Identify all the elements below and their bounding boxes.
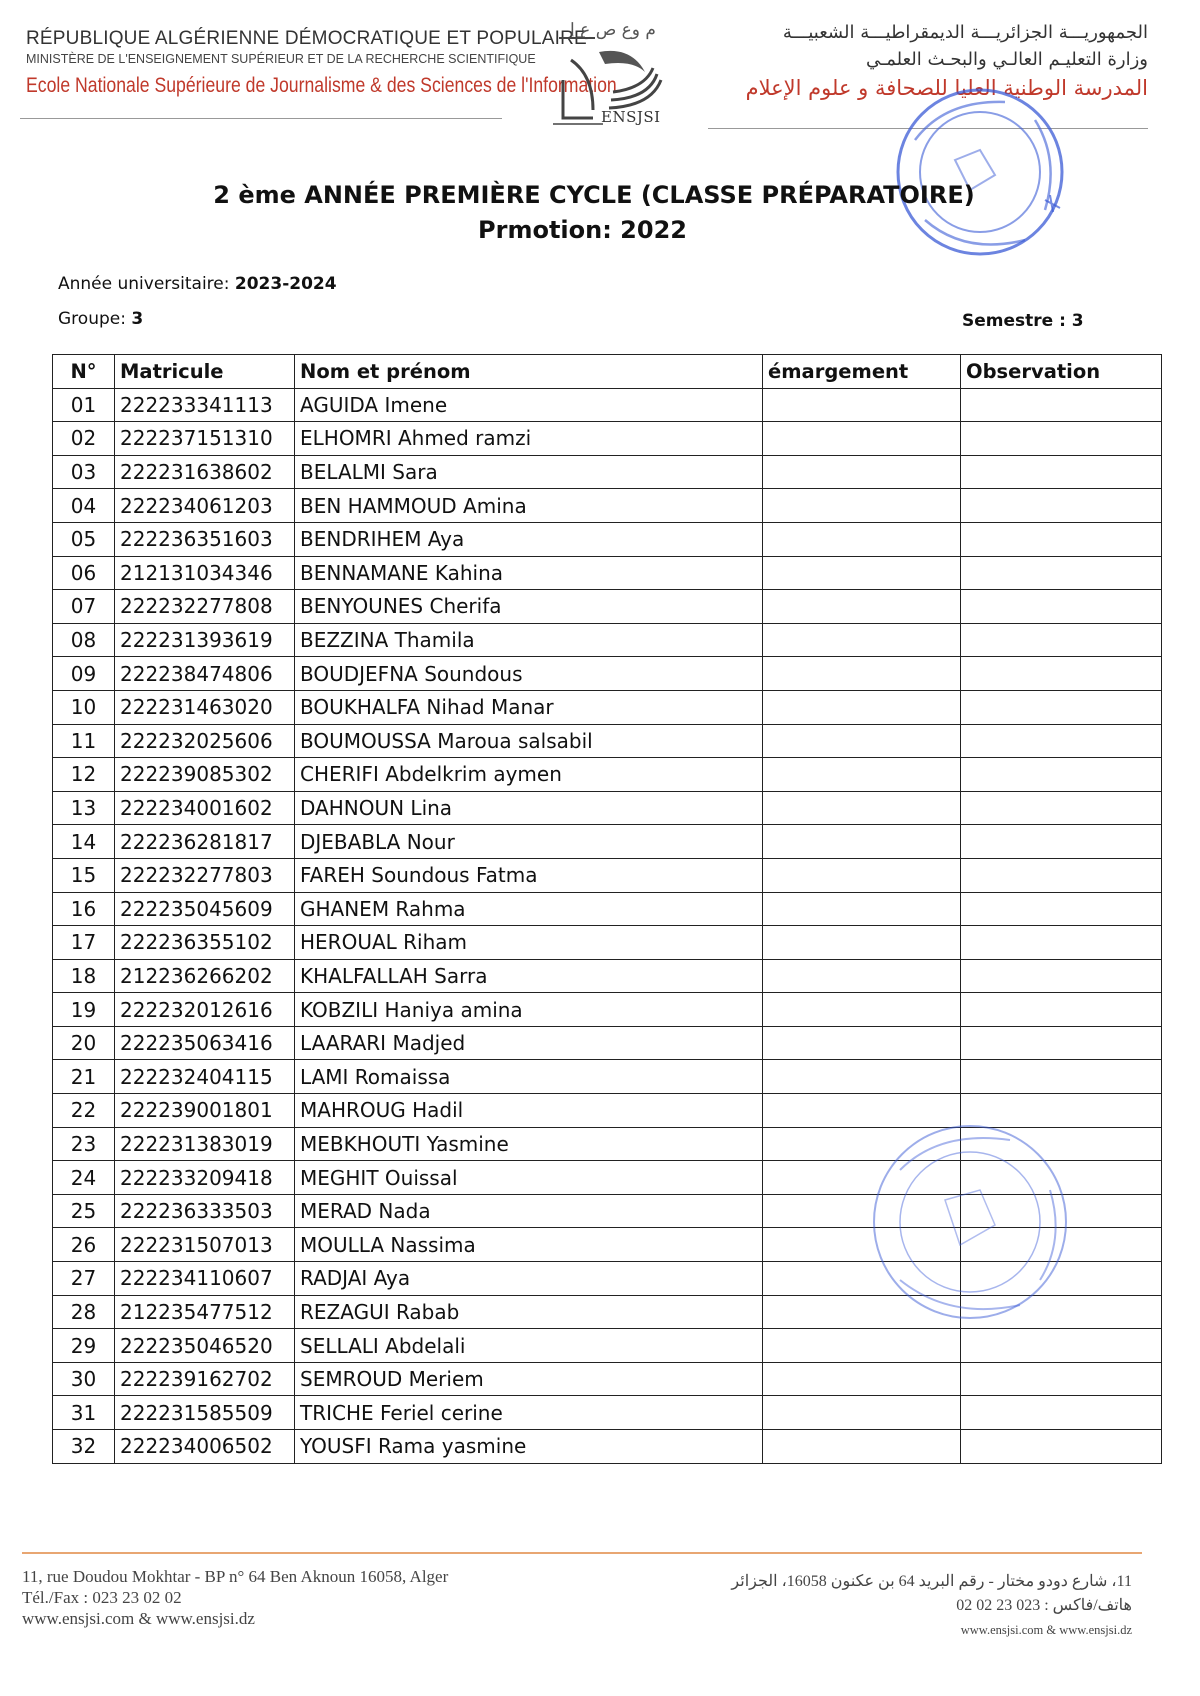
row-matricule: 222232277808 bbox=[115, 590, 295, 624]
row-student-name: HEROUAL Riham bbox=[295, 926, 763, 960]
row-observation-cell bbox=[961, 959, 1162, 993]
row-matricule: 222239085302 bbox=[115, 758, 295, 792]
row-student-name: AGUIDA Imene bbox=[295, 388, 763, 422]
row-matricule: 222234006502 bbox=[115, 1430, 295, 1464]
row-signature-cell bbox=[763, 690, 961, 724]
table-row bbox=[53, 590, 1162, 624]
ministry-name-arabic: وزارة التعليـم العالـي والبحـث العلمـي bbox=[865, 49, 1148, 70]
row-student-name: MEBKHOUTI Yasmine bbox=[295, 1127, 763, 1161]
row-matricule: 222239162702 bbox=[115, 1362, 295, 1396]
row-student-name: FAREH Soundous Fatma bbox=[295, 858, 763, 892]
table-row bbox=[53, 489, 1162, 523]
row-number: 11 bbox=[53, 724, 115, 758]
row-signature-cell bbox=[763, 590, 961, 624]
row-matricule: 222235046520 bbox=[115, 1329, 295, 1363]
logo-arabic-text: م وع ص ع إ bbox=[570, 20, 656, 40]
row-number: 16 bbox=[53, 892, 115, 926]
row-number: 03 bbox=[53, 455, 115, 489]
ministry-name: MINISTÈRE DE L'ENSEIGNEMENT SUPÉRIEUR ET DE LA RECHERCHE SCIENTIFIQUE bbox=[26, 52, 536, 66]
row-matricule: 222232012616 bbox=[115, 993, 295, 1027]
row-matricule: 222231638602 bbox=[115, 455, 295, 489]
row-signature-cell bbox=[763, 959, 961, 993]
row-signature-cell bbox=[763, 455, 961, 489]
document-title bbox=[0, 181, 1200, 244]
footer-phone-arabic: هاتف/فاكس : 023 23 02 02 bbox=[956, 1597, 1132, 1614]
group-number bbox=[58, 309, 143, 329]
row-student-name: DJEBABLA Nour bbox=[295, 825, 763, 859]
row-observation-cell bbox=[961, 858, 1162, 892]
row-number: 20 bbox=[53, 1026, 115, 1060]
row-signature-cell bbox=[763, 758, 961, 792]
row-student-name: SEMROUD Meriem bbox=[295, 1362, 763, 1396]
row-matricule: 222234001602 bbox=[115, 791, 295, 825]
row-signature-cell bbox=[763, 657, 961, 691]
row-number: 19 bbox=[53, 993, 115, 1027]
row-matricule: 222234061203 bbox=[115, 489, 295, 523]
logo-acronym: ENSJSI bbox=[601, 108, 661, 126]
semester bbox=[962, 311, 1084, 331]
row-matricule: 222232025606 bbox=[115, 724, 295, 758]
row-student-name: MERAD Nada bbox=[295, 1194, 763, 1228]
row-number: 15 bbox=[53, 858, 115, 892]
row-signature-cell bbox=[763, 522, 961, 556]
row-number: 09 bbox=[53, 657, 115, 691]
row-signature-cell bbox=[763, 388, 961, 422]
row-student-name: LAMI Romaissa bbox=[295, 1060, 763, 1094]
row-matricule: 222235063416 bbox=[115, 1026, 295, 1060]
row-student-name: KHALFALLAH Sarra bbox=[295, 959, 763, 993]
row-matricule: 222231393619 bbox=[115, 623, 295, 657]
row-observation-cell bbox=[961, 758, 1162, 792]
row-observation-cell bbox=[961, 489, 1162, 523]
row-matricule: 222236333503 bbox=[115, 1194, 295, 1228]
row-student-name: REZAGUI Rabab bbox=[295, 1295, 763, 1329]
table-row bbox=[53, 892, 1162, 926]
row-number: 04 bbox=[53, 489, 115, 523]
row-number: 31 bbox=[53, 1396, 115, 1430]
row-observation-cell bbox=[961, 388, 1162, 422]
row-number: 29 bbox=[53, 1329, 115, 1363]
table-row bbox=[53, 858, 1162, 892]
row-signature-cell bbox=[763, 1329, 961, 1363]
row-observation-cell bbox=[961, 825, 1162, 859]
header-left bbox=[26, 28, 617, 98]
row-number: 13 bbox=[53, 791, 115, 825]
school-name: Ecole Nationale Supérieure de Journalisme & des Sciences de l'Information bbox=[26, 74, 617, 97]
row-number: 12 bbox=[53, 758, 115, 792]
official-stamp-bottom-icon bbox=[860, 1120, 1080, 1325]
row-matricule: 212235477512 bbox=[115, 1295, 295, 1329]
row-matricule: 212236266202 bbox=[115, 959, 295, 993]
footer-websites: www.ensjsi.com & www.ensjsi.dz bbox=[22, 1609, 255, 1628]
row-number: 17 bbox=[53, 926, 115, 960]
row-number: 30 bbox=[53, 1362, 115, 1396]
column-header-signature: émargement bbox=[763, 355, 961, 389]
row-matricule: 212131034346 bbox=[115, 556, 295, 590]
row-student-name: CHERIFI Abdelkrim aymen bbox=[295, 758, 763, 792]
row-number: 10 bbox=[53, 690, 115, 724]
row-observation-cell bbox=[961, 1362, 1162, 1396]
academic-year-value: 2023-2024 bbox=[234, 274, 337, 294]
row-signature-cell bbox=[763, 1396, 961, 1430]
row-signature-cell bbox=[763, 489, 961, 523]
row-number: 18 bbox=[53, 959, 115, 993]
row-student-name: BEN HAMMOUD Amina bbox=[295, 489, 763, 523]
row-observation-cell bbox=[961, 556, 1162, 590]
row-matricule: 222236281817 bbox=[115, 825, 295, 859]
row-observation-cell bbox=[961, 623, 1162, 657]
row-student-name: YOUSFI Rama yasmine bbox=[295, 1430, 763, 1464]
group-label: Groupe: bbox=[58, 309, 132, 329]
row-student-name: DAHNOUN Lina bbox=[295, 791, 763, 825]
table-row bbox=[53, 422, 1162, 456]
row-student-name: BENYOUNES Cherifa bbox=[295, 590, 763, 624]
row-signature-cell bbox=[763, 858, 961, 892]
row-matricule: 222236355102 bbox=[115, 926, 295, 960]
row-signature-cell bbox=[763, 556, 961, 590]
row-number: 08 bbox=[53, 623, 115, 657]
header-divider-left bbox=[20, 118, 502, 119]
republic-name-arabic: الجمهوريـــة الجزائريـــة الديمقراطيـــة الشعبيـــة bbox=[782, 22, 1148, 43]
footer-address bbox=[22, 1566, 448, 1629]
school-logo bbox=[553, 20, 673, 130]
row-matricule: 222233209418 bbox=[115, 1161, 295, 1195]
row-number: 06 bbox=[53, 556, 115, 590]
row-number: 26 bbox=[53, 1228, 115, 1262]
row-observation-cell bbox=[961, 455, 1162, 489]
table-row bbox=[53, 825, 1162, 859]
table-row bbox=[53, 522, 1162, 556]
row-observation-cell bbox=[961, 590, 1162, 624]
row-matricule: 222239001801 bbox=[115, 1094, 295, 1128]
table-header-row bbox=[53, 355, 1162, 389]
row-signature-cell bbox=[763, 1430, 961, 1464]
row-matricule: 222231463020 bbox=[115, 690, 295, 724]
row-signature-cell bbox=[763, 623, 961, 657]
row-signature-cell bbox=[763, 892, 961, 926]
table-row bbox=[53, 455, 1162, 489]
row-signature-cell bbox=[763, 825, 961, 859]
row-matricule: 222235045609 bbox=[115, 892, 295, 926]
row-student-name: BENDRIHEM Aya bbox=[295, 522, 763, 556]
row-observation-cell bbox=[961, 993, 1162, 1027]
row-number: 23 bbox=[53, 1127, 115, 1161]
table-row bbox=[53, 1026, 1162, 1060]
row-observation-cell bbox=[961, 791, 1162, 825]
row-matricule: 222231383019 bbox=[115, 1127, 295, 1161]
row-matricule: 222233341113 bbox=[115, 388, 295, 422]
table-row bbox=[53, 690, 1162, 724]
row-matricule: 222231507013 bbox=[115, 1228, 295, 1262]
row-signature-cell bbox=[763, 1362, 961, 1396]
row-signature-cell bbox=[763, 1026, 961, 1060]
row-number: 24 bbox=[53, 1161, 115, 1195]
row-number: 22 bbox=[53, 1094, 115, 1128]
row-student-name: BEZZINA Thamila bbox=[295, 623, 763, 657]
footer-address-arabic bbox=[731, 1570, 1132, 1642]
column-header-number: N° bbox=[53, 355, 115, 389]
school-name-arabic: المدرسة الوطنية العليا للصحافة و علوم الإعلام bbox=[745, 76, 1148, 100]
row-student-name: RADJAI Aya bbox=[295, 1262, 763, 1296]
row-student-name: TRICHE Feriel cerine bbox=[295, 1396, 763, 1430]
table-row bbox=[53, 1430, 1162, 1464]
row-matricule: 222234110607 bbox=[115, 1262, 295, 1296]
row-observation-cell bbox=[961, 724, 1162, 758]
table-row bbox=[53, 657, 1162, 691]
republic-name: RÉPUBLIQUE ALGÉRIENNE DÉMOCRATIQUE ET POPULAIRE bbox=[26, 28, 587, 49]
row-student-name: SELLALI Abdelali bbox=[295, 1329, 763, 1363]
row-student-name: MEGHIT Ouissal bbox=[295, 1161, 763, 1195]
table-row bbox=[53, 1396, 1162, 1430]
row-number: 14 bbox=[53, 825, 115, 859]
row-observation-cell bbox=[961, 422, 1162, 456]
row-number: 28 bbox=[53, 1295, 115, 1329]
table-row bbox=[53, 1362, 1162, 1396]
row-student-name: LAARARI Madjed bbox=[295, 1026, 763, 1060]
row-student-name: MAHROUG Hadil bbox=[295, 1094, 763, 1128]
row-observation-cell bbox=[961, 657, 1162, 691]
row-student-name: BENNAMANE Kahina bbox=[295, 556, 763, 590]
row-matricule: 222238474806 bbox=[115, 657, 295, 691]
academic-year-label: Année universitaire: bbox=[58, 274, 235, 294]
row-observation-cell bbox=[961, 926, 1162, 960]
row-observation-cell bbox=[961, 1430, 1162, 1464]
row-observation-cell bbox=[961, 1396, 1162, 1430]
footer-divider bbox=[22, 1552, 1142, 1554]
row-signature-cell bbox=[763, 422, 961, 456]
row-matricule: 222232404115 bbox=[115, 1060, 295, 1094]
column-header-matricule: Matricule bbox=[115, 355, 295, 389]
row-student-name: BOUDJEFNA Soundous bbox=[295, 657, 763, 691]
row-observation-cell bbox=[961, 690, 1162, 724]
group-value: 3 bbox=[131, 309, 144, 329]
semester-label: Semestre : 3 bbox=[962, 311, 1084, 331]
row-signature-cell bbox=[763, 724, 961, 758]
row-number: 01 bbox=[53, 388, 115, 422]
row-matricule: 222232277803 bbox=[115, 858, 295, 892]
row-matricule: 222236351603 bbox=[115, 522, 295, 556]
table-row bbox=[53, 623, 1162, 657]
row-number: 25 bbox=[53, 1194, 115, 1228]
footer-address-line: 11, rue Doudou Mokhtar - BP n° 64 Ben Aknoun 16058, Alger bbox=[22, 1567, 449, 1586]
row-number: 02 bbox=[53, 422, 115, 456]
table-row bbox=[53, 791, 1162, 825]
row-number: 32 bbox=[53, 1430, 115, 1464]
row-student-name: GHANEM Rahma bbox=[295, 892, 763, 926]
table-row bbox=[53, 959, 1162, 993]
title-line-promotion: Prmotion: 2022 bbox=[478, 216, 687, 244]
row-observation-cell bbox=[961, 1060, 1162, 1094]
row-matricule: 222237151310 bbox=[115, 422, 295, 456]
row-number: 27 bbox=[53, 1262, 115, 1296]
row-student-name: ELHOMRI Ahmed ramzi bbox=[295, 422, 763, 456]
row-observation-cell bbox=[961, 892, 1162, 926]
table-row bbox=[53, 556, 1162, 590]
table-row bbox=[53, 388, 1162, 422]
column-header-name: Nom et prénom bbox=[295, 355, 763, 389]
row-signature-cell bbox=[763, 791, 961, 825]
row-signature-cell bbox=[763, 993, 961, 1027]
row-signature-cell bbox=[763, 926, 961, 960]
footer-websites-arabic: www.ensjsi.com & www.ensjsi.dz bbox=[960, 1623, 1132, 1637]
row-observation-cell bbox=[961, 522, 1162, 556]
table-row bbox=[53, 1329, 1162, 1363]
row-student-name: MOULLA Nassima bbox=[295, 1228, 763, 1262]
table-row bbox=[53, 724, 1162, 758]
row-student-name: BOUMOUSSA Maroua salsabil bbox=[295, 724, 763, 758]
row-student-name: BOUKHALFA Nihad Manar bbox=[295, 690, 763, 724]
row-observation-cell bbox=[961, 1026, 1162, 1060]
footer-address-line-arabic: 11، شارع دودو مختار - رقم البريد 64 بن عكنون 16058، الجزائر bbox=[731, 1573, 1132, 1590]
row-student-name: KOBZILI Haniya amina bbox=[295, 993, 763, 1027]
table-row bbox=[53, 1060, 1162, 1094]
footer-phone: Tél./Fax : 023 23 02 02 bbox=[22, 1588, 182, 1607]
row-number: 05 bbox=[53, 522, 115, 556]
row-matricule: 222231585509 bbox=[115, 1396, 295, 1430]
title-line-class: 2 ème ANNÉE PREMIÈRE CYCLE (CLASSE PRÉPARATOIRE) bbox=[213, 181, 975, 209]
table-row bbox=[53, 926, 1162, 960]
academic-year bbox=[58, 274, 337, 294]
table-row bbox=[53, 993, 1162, 1027]
column-header-observation: Observation bbox=[961, 355, 1162, 389]
row-signature-cell bbox=[763, 1060, 961, 1094]
row-number: 21 bbox=[53, 1060, 115, 1094]
row-student-name: BELALMI Sara bbox=[295, 455, 763, 489]
table-row bbox=[53, 758, 1162, 792]
row-number: 07 bbox=[53, 590, 115, 624]
row-observation-cell bbox=[961, 1329, 1162, 1363]
